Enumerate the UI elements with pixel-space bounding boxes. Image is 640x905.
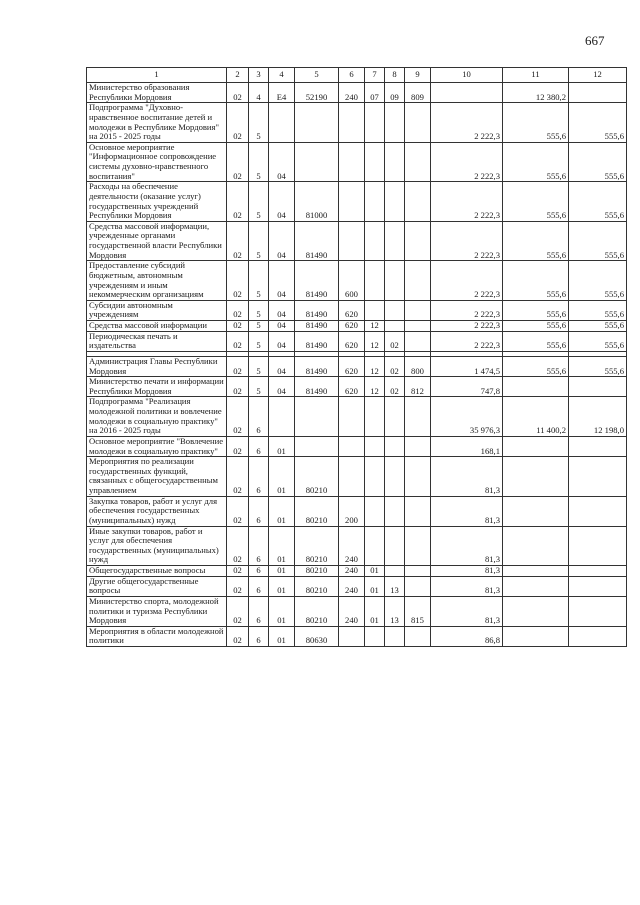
cell-col-4: 04 xyxy=(269,331,295,351)
cell-col-8: 13 xyxy=(385,576,405,596)
cell-col-2: 02 xyxy=(227,377,249,397)
cell-col-7: 12 xyxy=(365,377,385,397)
cell-col-4: 01 xyxy=(269,457,295,497)
cell-col-10: 2 222,3 xyxy=(431,261,503,301)
cell-col-2: 02 xyxy=(227,596,249,626)
cell-col-9 xyxy=(405,221,431,261)
cell-col-8 xyxy=(385,261,405,301)
table-row xyxy=(87,377,627,397)
row-name-cell: Субсидии автономным учреждениям xyxy=(87,300,227,320)
row-name-cell: Мероприятия в области молодежной политики xyxy=(87,626,227,646)
cell-col-11 xyxy=(503,436,569,456)
row-name-cell: Расходы на обеспечение деятельности (оказание услуг) государственных учреждений Республики Мордовия xyxy=(87,182,227,222)
cell-col-4: 01 xyxy=(269,626,295,646)
cell-col-6: 240 xyxy=(339,83,365,103)
cell-col-9 xyxy=(405,261,431,301)
cell-col-5: 81490 xyxy=(295,300,339,320)
cell-col-10: 2 222,3 xyxy=(431,221,503,261)
cell-col-11 xyxy=(503,526,569,566)
cell-col-7 xyxy=(365,496,385,526)
cell-col-12 xyxy=(569,496,627,526)
row-name-cell: Подпрограмма "Духовно-нравственное воспитание детей и молодежи в Республике Мордовия" на 2015 - 2025 годы xyxy=(87,103,227,143)
column-header: 9 xyxy=(405,68,431,83)
cell-col-4: 01 xyxy=(269,496,295,526)
cell-col-8 xyxy=(385,626,405,646)
cell-col-11 xyxy=(503,457,569,497)
cell-col-10: 35 976,3 xyxy=(431,397,503,437)
row-name-cell: Основное мероприятие "Вовлечение молодежи в социальную практику" xyxy=(87,436,227,456)
cell-col-6: 240 xyxy=(339,566,365,577)
row-name-cell: Мероприятия по реализации государственных функций, связанных с общегосударственным управлением xyxy=(87,457,227,497)
cell-col-7: 01 xyxy=(365,596,385,626)
cell-col-8 xyxy=(385,457,405,497)
cell-col-10: 1 474,5 xyxy=(431,356,503,376)
column-header: 5 xyxy=(295,68,339,83)
cell-col-10: 2 222,3 xyxy=(431,142,503,182)
cell-col-3: 6 xyxy=(249,566,269,577)
cell-col-9: 812 xyxy=(405,377,431,397)
cell-col-4: 01 xyxy=(269,596,295,626)
cell-col-6: 200 xyxy=(339,496,365,526)
cell-col-3: 6 xyxy=(249,436,269,456)
cell-col-2: 02 xyxy=(227,566,249,577)
cell-col-4: 04 xyxy=(269,221,295,261)
cell-col-8 xyxy=(385,397,405,437)
cell-col-2: 02 xyxy=(227,300,249,320)
cell-col-10: 2 222,3 xyxy=(431,331,503,351)
cell-col-8 xyxy=(385,496,405,526)
cell-col-5: 81490 xyxy=(295,331,339,351)
cell-col-3: 5 xyxy=(249,221,269,261)
cell-col-3: 5 xyxy=(249,182,269,222)
cell-col-9: 800 xyxy=(405,356,431,376)
table-row xyxy=(87,356,627,376)
cell-col-3: 6 xyxy=(249,596,269,626)
column-header: 4 xyxy=(269,68,295,83)
column-header: 12 xyxy=(569,68,627,83)
cell-col-10: 81,3 xyxy=(431,496,503,526)
table-row xyxy=(87,397,627,437)
cell-col-9 xyxy=(405,436,431,456)
cell-col-12 xyxy=(569,526,627,566)
cell-col-10: 168,1 xyxy=(431,436,503,456)
table-row xyxy=(87,496,627,526)
cell-col-9 xyxy=(405,182,431,222)
table-row xyxy=(87,182,627,222)
row-name-cell: Другие общегосударственные вопросы xyxy=(87,576,227,596)
cell-col-8 xyxy=(385,321,405,332)
cell-col-6 xyxy=(339,182,365,222)
cell-col-8 xyxy=(385,142,405,182)
cell-col-8: 09 xyxy=(385,83,405,103)
cell-col-5: 80210 xyxy=(295,496,339,526)
cell-col-5 xyxy=(295,142,339,182)
cell-col-11: 555,6 xyxy=(503,221,569,261)
cell-col-11 xyxy=(503,626,569,646)
table-row xyxy=(87,103,627,143)
cell-col-11 xyxy=(503,576,569,596)
cell-col-5: 80210 xyxy=(295,526,339,566)
cell-col-4: 04 xyxy=(269,182,295,222)
cell-col-3: 5 xyxy=(249,142,269,182)
cell-col-8: 02 xyxy=(385,356,405,376)
cell-col-12: 12 198,0 xyxy=(569,397,627,437)
cell-col-4: 04 xyxy=(269,261,295,301)
cell-col-8: 13 xyxy=(385,596,405,626)
cell-col-11: 12 380,2 xyxy=(503,83,569,103)
cell-col-9 xyxy=(405,566,431,577)
cell-col-12 xyxy=(569,626,627,646)
cell-col-8: 02 xyxy=(385,331,405,351)
cell-col-3: 5 xyxy=(249,331,269,351)
cell-col-9 xyxy=(405,397,431,437)
row-name-cell: Предоставление субсидий бюджетным, автономным учреждениям и иным некоммерческим организациям xyxy=(87,261,227,301)
table-row xyxy=(87,566,627,577)
column-header: 10 xyxy=(431,68,503,83)
cell-col-9: 815 xyxy=(405,596,431,626)
cell-col-12: 555,6 xyxy=(569,142,627,182)
cell-col-4 xyxy=(269,103,295,143)
cell-col-5 xyxy=(295,436,339,456)
cell-col-3: 5 xyxy=(249,103,269,143)
cell-col-5: 80210 xyxy=(295,566,339,577)
cell-col-4: 04 xyxy=(269,300,295,320)
cell-col-5: 80210 xyxy=(295,457,339,497)
cell-col-10: 2 222,3 xyxy=(431,182,503,222)
cell-col-6: 620 xyxy=(339,356,365,376)
cell-col-7: 01 xyxy=(365,576,385,596)
cell-col-7: 01 xyxy=(365,566,385,577)
header-row xyxy=(87,68,627,83)
table-row xyxy=(87,526,627,566)
cell-col-7 xyxy=(365,457,385,497)
cell-col-5 xyxy=(295,103,339,143)
column-header: 3 xyxy=(249,68,269,83)
cell-col-5: 81490 xyxy=(295,261,339,301)
cell-col-4: 04 xyxy=(269,356,295,376)
cell-col-9 xyxy=(405,457,431,497)
cell-col-12: 555,6 xyxy=(569,321,627,332)
cell-col-10: 81,3 xyxy=(431,457,503,497)
cell-col-2: 02 xyxy=(227,576,249,596)
cell-col-9 xyxy=(405,103,431,143)
cell-col-2: 02 xyxy=(227,103,249,143)
cell-col-2: 02 xyxy=(227,83,249,103)
cell-col-12: 555,6 xyxy=(569,331,627,351)
cell-col-11: 555,6 xyxy=(503,331,569,351)
cell-col-5: 52190 xyxy=(295,83,339,103)
cell-col-8 xyxy=(385,566,405,577)
cell-col-4: 04 xyxy=(269,377,295,397)
cell-col-5: 81490 xyxy=(295,356,339,376)
cell-col-9 xyxy=(405,331,431,351)
cell-col-6 xyxy=(339,436,365,456)
cell-col-12: 555,6 xyxy=(569,356,627,376)
table-row xyxy=(87,321,627,332)
cell-col-7: 12 xyxy=(365,321,385,332)
cell-col-4: 04 xyxy=(269,321,295,332)
cell-col-7 xyxy=(365,526,385,566)
cell-col-6 xyxy=(339,142,365,182)
cell-col-2: 02 xyxy=(227,221,249,261)
cell-col-5: 80210 xyxy=(295,576,339,596)
cell-col-7: 12 xyxy=(365,356,385,376)
cell-col-3: 5 xyxy=(249,377,269,397)
cell-col-7 xyxy=(365,626,385,646)
cell-col-7 xyxy=(365,397,385,437)
cell-col-6: 620 xyxy=(339,300,365,320)
cell-col-8 xyxy=(385,182,405,222)
cell-col-11 xyxy=(503,566,569,577)
cell-col-6 xyxy=(339,397,365,437)
row-name-cell: Министерство образования Республики Мордовия xyxy=(87,83,227,103)
cell-col-3: 6 xyxy=(249,576,269,596)
cell-col-2: 02 xyxy=(227,626,249,646)
cell-col-9 xyxy=(405,321,431,332)
cell-col-3: 5 xyxy=(249,261,269,301)
cell-col-5 xyxy=(295,397,339,437)
cell-col-8 xyxy=(385,526,405,566)
cell-col-2: 02 xyxy=(227,182,249,222)
cell-col-9 xyxy=(405,576,431,596)
cell-col-2: 02 xyxy=(227,321,249,332)
cell-col-9 xyxy=(405,496,431,526)
table-row xyxy=(87,142,627,182)
cell-col-7: 07 xyxy=(365,83,385,103)
page-number: 667 xyxy=(585,33,605,48)
cell-col-4: Е4 xyxy=(269,83,295,103)
cell-col-11: 555,6 xyxy=(503,261,569,301)
table-row xyxy=(87,626,627,646)
cell-col-9 xyxy=(405,142,431,182)
cell-col-11: 555,6 xyxy=(503,300,569,320)
cell-col-3: 6 xyxy=(249,526,269,566)
cell-col-6: 240 xyxy=(339,596,365,626)
table-row xyxy=(87,436,627,456)
cell-col-5: 81490 xyxy=(295,321,339,332)
cell-col-12 xyxy=(569,436,627,456)
cell-col-12 xyxy=(569,596,627,626)
cell-col-2: 02 xyxy=(227,457,249,497)
cell-col-5: 81490 xyxy=(295,221,339,261)
cell-col-12: 555,6 xyxy=(569,182,627,222)
cell-col-11: 555,6 xyxy=(503,321,569,332)
cell-col-10: 2 222,3 xyxy=(431,103,503,143)
row-name-cell: Иные закупки товаров, работ и услуг для обеспечения государственных (муниципальных) нужд xyxy=(87,526,227,566)
cell-col-7 xyxy=(365,436,385,456)
cell-col-3: 6 xyxy=(249,626,269,646)
cell-col-6 xyxy=(339,457,365,497)
cell-col-10: 2 222,3 xyxy=(431,300,503,320)
cell-col-11 xyxy=(503,596,569,626)
cell-col-2: 02 xyxy=(227,356,249,376)
cell-col-2: 02 xyxy=(227,397,249,437)
cell-col-6: 240 xyxy=(339,526,365,566)
row-name-cell: Подпрограмма "Реализация молодежной политики и вовлечение молодежи в социальную практику" на 2016 - 2025 годы xyxy=(87,397,227,437)
cell-col-7: 12 xyxy=(365,331,385,351)
budget-table xyxy=(86,67,627,647)
cell-col-8 xyxy=(385,300,405,320)
row-name-cell: Министерство спорта, молодежной политики и туризма Республики Мордовия xyxy=(87,596,227,626)
row-name-cell: Закупка товаров, работ и услуг для обеспечения государственных (муниципальных) нужд xyxy=(87,496,227,526)
cell-col-5: 80630 xyxy=(295,626,339,646)
table-row xyxy=(87,261,627,301)
column-header: 11 xyxy=(503,68,569,83)
cell-col-10 xyxy=(431,83,503,103)
cell-col-2: 02 xyxy=(227,526,249,566)
table-row xyxy=(87,576,627,596)
cell-col-8 xyxy=(385,103,405,143)
cell-col-10: 81,3 xyxy=(431,576,503,596)
cell-col-10: 2 222,3 xyxy=(431,321,503,332)
cell-col-6: 620 xyxy=(339,331,365,351)
row-name-cell: Периодическая печать и издательства xyxy=(87,331,227,351)
cell-col-7 xyxy=(365,142,385,182)
column-header: 6 xyxy=(339,68,365,83)
table-row xyxy=(87,221,627,261)
row-name-cell: Администрация Главы Республики Мордовия xyxy=(87,356,227,376)
cell-col-10: 81,3 xyxy=(431,596,503,626)
cell-col-11 xyxy=(503,377,569,397)
cell-col-6: 620 xyxy=(339,321,365,332)
column-header: 1 xyxy=(87,68,227,83)
cell-col-2: 02 xyxy=(227,142,249,182)
cell-col-12: 555,6 xyxy=(569,221,627,261)
cell-col-5: 81000 xyxy=(295,182,339,222)
cell-col-9 xyxy=(405,300,431,320)
cell-col-12: 555,6 xyxy=(569,261,627,301)
cell-col-9 xyxy=(405,626,431,646)
table-row xyxy=(87,83,627,103)
cell-col-2: 02 xyxy=(227,496,249,526)
row-name-cell: Основное мероприятие "Информационное сопровождение системы духовно-нравственного воспитания" xyxy=(87,142,227,182)
cell-col-7 xyxy=(365,221,385,261)
cell-col-10: 81,3 xyxy=(431,566,503,577)
cell-col-7 xyxy=(365,300,385,320)
table-row xyxy=(87,300,627,320)
cell-col-8 xyxy=(385,221,405,261)
cell-col-8 xyxy=(385,436,405,456)
cell-col-6 xyxy=(339,626,365,646)
cell-col-3: 5 xyxy=(249,300,269,320)
table-row xyxy=(87,331,627,351)
cell-col-6: 620 xyxy=(339,377,365,397)
table-row xyxy=(87,596,627,626)
cell-col-9: 809 xyxy=(405,83,431,103)
cell-col-5: 80210 xyxy=(295,596,339,626)
cell-col-12 xyxy=(569,566,627,577)
cell-col-3: 4 xyxy=(249,83,269,103)
cell-col-2: 02 xyxy=(227,436,249,456)
cell-col-3: 5 xyxy=(249,321,269,332)
cell-col-12 xyxy=(569,377,627,397)
cell-col-3: 5 xyxy=(249,356,269,376)
column-header: 7 xyxy=(365,68,385,83)
cell-col-11: 555,6 xyxy=(503,103,569,143)
cell-col-9 xyxy=(405,526,431,566)
cell-col-4: 01 xyxy=(269,526,295,566)
cell-col-4: 01 xyxy=(269,566,295,577)
cell-col-10: 86,8 xyxy=(431,626,503,646)
cell-col-10: 81,3 xyxy=(431,526,503,566)
column-header: 8 xyxy=(385,68,405,83)
cell-col-10: 747,8 xyxy=(431,377,503,397)
cell-col-8: 02 xyxy=(385,377,405,397)
cell-col-4: 01 xyxy=(269,436,295,456)
row-name-cell: Средства массовой информации xyxy=(87,321,227,332)
cell-col-7 xyxy=(365,261,385,301)
table-body xyxy=(87,83,627,647)
cell-col-6 xyxy=(339,103,365,143)
cell-col-11 xyxy=(503,496,569,526)
cell-col-4: 01 xyxy=(269,576,295,596)
cell-col-3: 6 xyxy=(249,457,269,497)
cell-col-7 xyxy=(365,103,385,143)
cell-col-2: 02 xyxy=(227,261,249,301)
cell-col-11: 11 400,2 xyxy=(503,397,569,437)
cell-col-3: 6 xyxy=(249,496,269,526)
cell-col-12 xyxy=(569,576,627,596)
cell-col-3: 6 xyxy=(249,397,269,437)
cell-col-11: 555,6 xyxy=(503,356,569,376)
table-row xyxy=(87,457,627,497)
row-name-cell: Министерство печати и информации Республики Мордовия xyxy=(87,377,227,397)
row-name-cell: Общегосударственные вопросы xyxy=(87,566,227,577)
cell-col-11: 555,6 xyxy=(503,142,569,182)
cell-col-7 xyxy=(365,182,385,222)
cell-col-2: 02 xyxy=(227,331,249,351)
cell-col-6: 600 xyxy=(339,261,365,301)
cell-col-4: 04 xyxy=(269,142,295,182)
cell-col-12: 555,6 xyxy=(569,300,627,320)
cell-col-11: 555,6 xyxy=(503,182,569,222)
cell-col-6 xyxy=(339,221,365,261)
cell-col-12 xyxy=(569,457,627,497)
table-header xyxy=(87,68,627,83)
cell-col-12: 555,6 xyxy=(569,103,627,143)
cell-col-4 xyxy=(269,397,295,437)
cell-col-12 xyxy=(569,83,627,103)
row-name-cell: Средства массовой информации, учрежденные органами государственной власти Республики Мордовия xyxy=(87,221,227,261)
cell-col-5: 81490 xyxy=(295,377,339,397)
column-header: 2 xyxy=(227,68,249,83)
cell-col-6: 240 xyxy=(339,576,365,596)
